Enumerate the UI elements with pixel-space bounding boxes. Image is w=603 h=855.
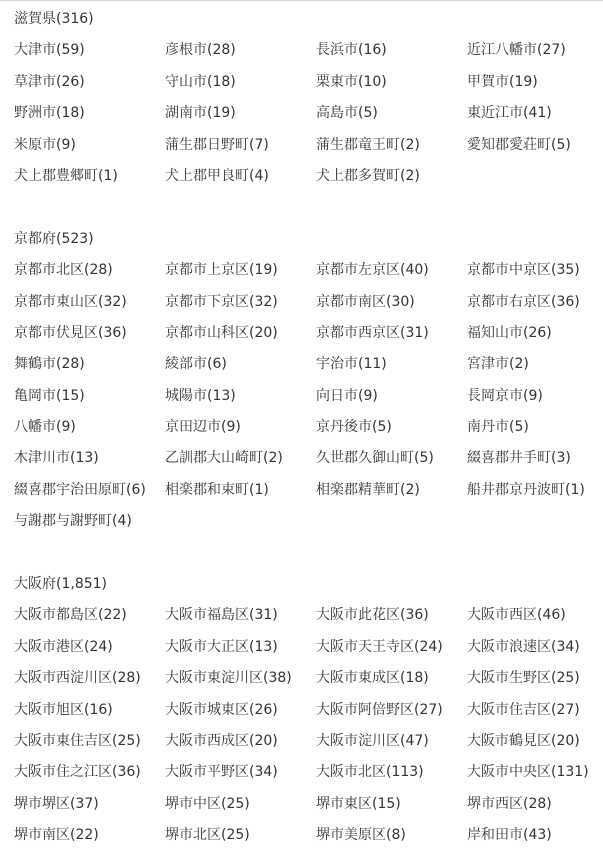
city-link[interactable]: 城陽市(13) xyxy=(165,387,236,404)
city-link[interactable]: 大阪市淀川区(47) xyxy=(316,732,429,749)
city-link[interactable]: 堺市中区(25) xyxy=(165,795,250,812)
city-item xyxy=(165,130,316,161)
city-link[interactable]: 大阪市西淀川区(28) xyxy=(14,670,141,687)
city-item xyxy=(467,600,603,631)
city-item xyxy=(316,632,467,663)
city-link[interactable]: 大阪市住吉区(27) xyxy=(467,701,580,718)
city-item xyxy=(316,381,467,412)
city-item xyxy=(316,287,467,318)
city-link[interactable]: 愛知郡愛荘町(5) xyxy=(467,136,571,153)
city-link[interactable]: 木津川市(13) xyxy=(14,450,99,467)
city-item xyxy=(316,600,467,631)
city-item xyxy=(467,726,603,757)
city-link[interactable]: 京都市左京区(40) xyxy=(316,262,429,279)
city-link[interactable]: 舞鶴市(28) xyxy=(14,356,85,373)
city-item xyxy=(316,318,467,349)
city-grid xyxy=(14,35,603,192)
city-item xyxy=(467,255,603,286)
city-item xyxy=(14,663,165,694)
city-item xyxy=(165,381,316,412)
city-link[interactable]: 京都市下京区(32) xyxy=(165,293,278,310)
city-item xyxy=(316,820,467,851)
city-item xyxy=(165,632,316,663)
city-link[interactable]: 向日市(9) xyxy=(316,387,378,404)
city-item xyxy=(316,35,467,66)
city-item xyxy=(316,726,467,757)
city-link[interactable]: 大阪市城東区(26) xyxy=(165,701,278,718)
city-item xyxy=(316,789,467,820)
city-link[interactable]: 大阪市東淀川区(38) xyxy=(165,670,292,687)
city-link[interactable]: 岸和田市(43) xyxy=(467,827,552,844)
city-link[interactable]: 大阪市阿倍野区(27) xyxy=(316,701,443,718)
city-link[interactable]: 堺市西区(28) xyxy=(467,795,552,812)
city-link[interactable]: 犬上郡多賀町(2) xyxy=(316,167,420,184)
city-item xyxy=(165,255,316,286)
city-item xyxy=(165,287,316,318)
city-item xyxy=(14,695,165,726)
city-item xyxy=(316,757,467,788)
city-link[interactable]: 大津市(59) xyxy=(14,42,85,59)
city-item xyxy=(165,475,316,506)
city-link[interactable]: 大阪市東住吉区(25) xyxy=(14,732,141,749)
city-link[interactable]: 大阪市北区(113) xyxy=(316,764,424,781)
city-link[interactable]: 大阪市都島区(22) xyxy=(14,607,127,624)
city-item xyxy=(165,98,316,129)
city-link[interactable]: 船井郡京丹波町(1) xyxy=(467,481,585,498)
city-item xyxy=(467,67,603,98)
city-link[interactable]: 京都市南区(30) xyxy=(316,293,415,310)
city-item xyxy=(14,98,165,129)
city-item xyxy=(14,381,165,412)
city-item xyxy=(316,161,467,192)
city-link[interactable]: 大阪市浪速区(34) xyxy=(467,638,580,655)
city-link[interactable]: 大阪市中央区(131) xyxy=(467,764,589,781)
city-link[interactable]: 大阪市西成区(20) xyxy=(165,732,278,749)
city-item xyxy=(14,130,165,161)
city-item xyxy=(14,475,165,506)
prefecture-section xyxy=(0,569,603,852)
city-link[interactable]: 与謝郡与謝野町(4) xyxy=(14,513,132,530)
section-spacer xyxy=(14,538,603,569)
city-item xyxy=(14,349,165,380)
city-item xyxy=(14,67,165,98)
city-item xyxy=(14,443,165,474)
city-link[interactable]: 蒲生郡日野町(7) xyxy=(165,136,269,153)
city-item xyxy=(165,757,316,788)
city-grid xyxy=(14,255,603,538)
city-link[interactable]: 久世郡久御山町(5) xyxy=(316,450,434,467)
city-link[interactable]: 京都市中京区(35) xyxy=(467,262,580,279)
city-link[interactable]: 東近江市(41) xyxy=(467,105,552,122)
city-item xyxy=(165,161,316,192)
city-item xyxy=(165,663,316,694)
city-item xyxy=(165,789,316,820)
city-item xyxy=(14,789,165,820)
prefecture-heading xyxy=(14,569,603,600)
city-item xyxy=(165,318,316,349)
city-item xyxy=(14,632,165,663)
city-link[interactable]: 大阪市港区(24) xyxy=(14,638,113,655)
city-link[interactable]: 亀岡市(15) xyxy=(14,387,85,404)
city-item xyxy=(14,726,165,757)
top-divider xyxy=(0,0,603,1)
city-link[interactable]: 大阪市住之江区(36) xyxy=(14,764,141,781)
city-link[interactable]: 大阪市福島区(31) xyxy=(165,607,278,624)
city-item xyxy=(467,632,603,663)
city-item xyxy=(165,35,316,66)
city-item xyxy=(14,161,165,192)
city-item xyxy=(316,475,467,506)
city-item xyxy=(316,98,467,129)
prefecture-heading xyxy=(14,224,603,255)
city-item xyxy=(316,663,467,694)
city-item xyxy=(165,600,316,631)
city-link[interactable]: 京都市西京区(31) xyxy=(316,324,429,341)
city-item xyxy=(467,130,603,161)
city-link[interactable]: 堺市南区(22) xyxy=(14,827,99,844)
city-item xyxy=(467,35,603,66)
city-item xyxy=(467,287,603,318)
city-link[interactable]: 京都市山科区(20) xyxy=(165,324,278,341)
city-item xyxy=(14,35,165,66)
prefecture-link[interactable]: 大阪府(1,851) xyxy=(14,576,108,593)
city-link[interactable]: 野洲市(18) xyxy=(14,105,85,122)
city-item xyxy=(467,412,603,443)
city-link[interactable]: 近江八幡市(27) xyxy=(467,42,566,59)
city-item xyxy=(467,757,603,788)
city-item xyxy=(467,695,603,726)
city-link[interactable]: 相楽郡精華町(2) xyxy=(316,481,420,498)
city-item xyxy=(14,255,165,286)
prefecture-section xyxy=(0,224,603,569)
section-spacer xyxy=(14,192,603,223)
city-item xyxy=(14,318,165,349)
city-item xyxy=(14,412,165,443)
city-item xyxy=(467,98,603,129)
city-link[interactable]: 京田辺市(9) xyxy=(165,419,241,436)
city-link[interactable]: 草津市(26) xyxy=(14,73,85,90)
city-link[interactable]: 京都市東山区(32) xyxy=(14,293,127,310)
city-link[interactable]: 綾部市(6) xyxy=(165,356,227,373)
city-link[interactable]: 堺市堺区(37) xyxy=(14,795,99,812)
city-item xyxy=(316,349,467,380)
city-item xyxy=(467,381,603,412)
city-item xyxy=(14,600,165,631)
city-link[interactable]: 米原市(9) xyxy=(14,136,76,153)
city-link[interactable]: 福知山市(26) xyxy=(467,324,552,341)
city-link[interactable]: 大阪市大正区(13) xyxy=(165,638,278,655)
city-link[interactable]: 大阪市西区(46) xyxy=(467,607,566,624)
city-link[interactable]: 八幡市(9) xyxy=(14,419,76,436)
city-link[interactable]: 長浜市(16) xyxy=(316,42,387,59)
city-item xyxy=(165,726,316,757)
city-item xyxy=(467,443,603,474)
city-item xyxy=(165,443,316,474)
prefecture-link[interactable]: 京都府(523) xyxy=(14,230,94,247)
city-link[interactable]: 相楽郡和束町(1) xyxy=(165,481,269,498)
city-item xyxy=(316,67,467,98)
city-item xyxy=(14,820,165,851)
city-link[interactable]: 南丹市(5) xyxy=(467,419,529,436)
city-link[interactable]: 京都市伏見区(36) xyxy=(14,324,127,341)
city-link[interactable]: 犬上郡豊郷町(1) xyxy=(14,167,118,184)
prefecture-section xyxy=(0,4,603,224)
city-item xyxy=(316,130,467,161)
city-item xyxy=(467,318,603,349)
city-item xyxy=(316,412,467,443)
city-link[interactable]: 宇治市(11) xyxy=(316,356,387,373)
city-item xyxy=(316,443,467,474)
city-item xyxy=(165,349,316,380)
city-item xyxy=(316,695,467,726)
city-link[interactable]: 堺市北区(25) xyxy=(165,827,250,844)
city-link[interactable]: 大阪市此花区(36) xyxy=(316,607,429,624)
city-item xyxy=(14,506,165,537)
city-link[interactable]: 大阪市旭区(16) xyxy=(14,701,113,718)
city-link[interactable]: 栗東市(10) xyxy=(316,73,387,90)
prefecture-link[interactable]: 滋賀県(316) xyxy=(14,11,94,27)
city-link[interactable]: 甲賀市(19) xyxy=(467,73,538,90)
city-item xyxy=(467,475,603,506)
prefecture-list xyxy=(0,4,603,852)
city-link[interactable]: 乙訓郡大山崎町(2) xyxy=(165,450,283,467)
city-item xyxy=(165,67,316,98)
city-link[interactable]: 綴喜郡井手町(3) xyxy=(467,450,571,467)
city-link[interactable]: 大阪市平野区(34) xyxy=(165,764,278,781)
city-item xyxy=(467,349,603,380)
city-link[interactable]: 大阪市生野区(25) xyxy=(467,670,580,687)
city-link[interactable]: 長岡京市(9) xyxy=(467,387,543,404)
city-link[interactable]: 蒲生郡竜王町(2) xyxy=(316,136,420,153)
city-link[interactable]: 大阪市東成区(18) xyxy=(316,670,429,687)
city-link[interactable]: 京都市右京区(36) xyxy=(467,293,580,310)
city-item xyxy=(14,757,165,788)
city-link[interactable]: 京都市上京区(19) xyxy=(165,262,278,279)
city-item xyxy=(467,789,603,820)
city-link[interactable]: 湖南市(19) xyxy=(165,105,236,122)
city-item xyxy=(165,412,316,443)
city-link[interactable]: 京都市北区(28) xyxy=(14,262,113,279)
city-link[interactable]: 犬上郡甲良町(4) xyxy=(165,167,269,184)
prefecture-heading xyxy=(14,4,603,35)
city-link[interactable]: 高島市(5) xyxy=(316,105,378,122)
city-item xyxy=(165,695,316,726)
city-link[interactable]: 大阪市天王寺区(24) xyxy=(316,638,443,655)
city-item xyxy=(316,255,467,286)
city-link[interactable]: 守山市(18) xyxy=(165,73,236,90)
city-grid xyxy=(14,600,603,851)
city-link[interactable]: 堺市東区(15) xyxy=(316,795,401,812)
city-item xyxy=(165,820,316,851)
city-item xyxy=(467,820,603,851)
city-link[interactable]: 堺市美原区(8) xyxy=(316,827,406,844)
city-item xyxy=(14,287,165,318)
city-link[interactable]: 綴喜郡宇治田原町(6) xyxy=(14,481,146,498)
city-link[interactable]: 彦根市(28) xyxy=(165,42,236,59)
city-link[interactable]: 大阪市鶴見区(20) xyxy=(467,732,580,749)
city-link[interactable]: 京丹後市(5) xyxy=(316,419,392,436)
city-link[interactable]: 宮津市(2) xyxy=(467,356,529,373)
city-item xyxy=(467,663,603,694)
